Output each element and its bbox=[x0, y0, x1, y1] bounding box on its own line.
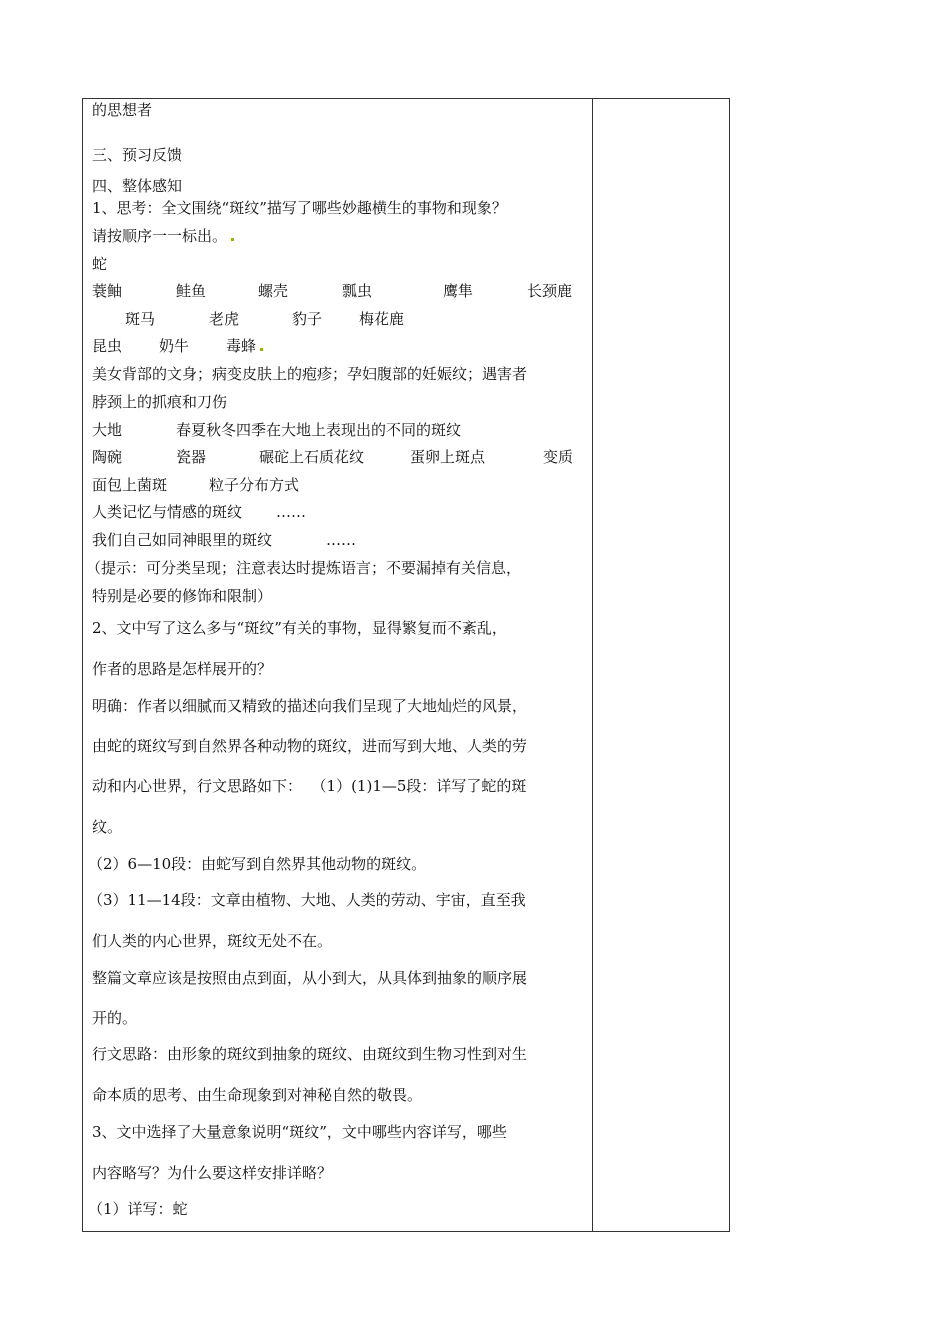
whole-line-1: 整篇文章应该是按照由点到面，从小到大，从具体到抽象的顺序展 bbox=[92, 969, 528, 987]
notes-column-divider bbox=[592, 98, 593, 1232]
memory-line: 人类记忆与情感的斑纹 bbox=[92, 503, 243, 521]
animal-item: 鲑鱼 bbox=[176, 282, 207, 300]
question-2-line-2: 作者的思路是怎样展开的？ bbox=[92, 660, 273, 678]
animal-item: 梅花鹿 bbox=[359, 310, 405, 328]
section-heading-preview: 三、预习反馈 bbox=[92, 146, 183, 164]
animal-item: 斑马 bbox=[125, 310, 156, 328]
animal-item: 鹰隼 bbox=[443, 282, 474, 300]
idea-line-2: 命本质的思考、由生命现象到对神秘自然的敬畏。 bbox=[92, 1086, 423, 1104]
object-item: 变质 bbox=[543, 448, 574, 466]
object-item: 蛋卵上斑点 bbox=[410, 448, 486, 466]
question-3-line-1: 3、文中选择了大量意象说明“斑纹”，文中哪些内容详写，哪些 bbox=[92, 1123, 507, 1141]
animal-item: 螺壳 bbox=[258, 282, 289, 300]
hint-line-1: （提示：可分类呈现；注意表达时提炼语言；不要漏掉有关信息， bbox=[86, 559, 522, 577]
earth-text: 春夏秋冬四季在大地上表现出的不同的斑纹 bbox=[176, 421, 462, 439]
question-1-line-2: 请按顺序一一标出。 bbox=[92, 226, 234, 246]
answer-line-2: 由蛇的斑纹写到自然界各种动物的斑纹，进而写到大地、人类的劳 bbox=[92, 737, 528, 755]
question-2-line-1: 2、文中写了这么多与“斑纹”有关的事物，显得繁复而不紊乱， bbox=[92, 619, 507, 637]
object-item: 碾砣上石质花纹 bbox=[259, 448, 365, 466]
part-2: （2）6—10段：由蛇写到自然界其他动物的斑纹。 bbox=[88, 855, 427, 873]
mark-dot bbox=[260, 348, 263, 351]
answer-line-1: 明确：作者以细腻而又精致的描述向我们呈现了大地灿烂的风景， bbox=[92, 697, 528, 715]
mark-dot bbox=[231, 238, 234, 241]
animal-item: 毒蜂 bbox=[226, 336, 263, 356]
part-3-line-1: （3）11—14段：文章由植物、大地、人类的劳动、宇宙，直至我 bbox=[88, 891, 526, 909]
animal-item: 豹子 bbox=[292, 310, 323, 328]
answer-line-4: 纹。 bbox=[92, 818, 123, 836]
object-item: 陶碗 bbox=[92, 448, 123, 466]
animal-item: 蓑鲉 bbox=[92, 282, 123, 300]
question-1-line-1: 1、思考：全文围绕“斑纹”描写了哪些妙趣横生的事物和现象？ bbox=[92, 199, 507, 217]
object-item: 瓷器 bbox=[176, 448, 207, 466]
god-ellipsis: …… bbox=[326, 531, 356, 549]
object-item: 粒子分布方式 bbox=[209, 476, 300, 494]
detail-line: （1）详写：蛇 bbox=[88, 1200, 188, 1218]
question-3-line-2: 内容略写？为什么要这样安排详略？ bbox=[92, 1164, 333, 1182]
item-snake: 蛇 bbox=[92, 255, 108, 273]
idea-line-1: 行文思路：由形象的斑纹到抽象的斑纹、由斑纹到生物习性到对生 bbox=[92, 1045, 528, 1063]
animal-item: 昆虫 bbox=[92, 337, 123, 355]
god-line: 我们自己如同神眼里的斑纹 bbox=[92, 531, 273, 549]
hint-line-2: 特别是必要的修饰和限制） bbox=[92, 587, 273, 605]
section-heading-overview: 四、整体感知 bbox=[92, 177, 183, 195]
human-marks-line-2: 脖颈上的抓痕和刀伤 bbox=[92, 393, 228, 411]
whole-line-2: 开的。 bbox=[92, 1009, 138, 1027]
animal-item: 奶牛 bbox=[159, 337, 190, 355]
human-marks-line-1: 美女背部的文身；病变皮肤上的疱疹；孕妇腹部的妊娠纹；遇害者 bbox=[92, 365, 528, 383]
animal-item: 老虎 bbox=[209, 310, 240, 328]
animal-item: 长颈鹿 bbox=[527, 282, 573, 300]
earth-label: 大地 bbox=[92, 421, 123, 439]
continued-text: 的思想者 bbox=[92, 101, 153, 119]
object-item: 面包上菌斑 bbox=[92, 476, 168, 494]
answer-line-3: 动和内心世界，行文思路如下： （1）(1)1—5段：详写了蛇的斑 bbox=[92, 777, 527, 795]
animal-item: 瓢虫 bbox=[342, 282, 373, 300]
memory-ellipsis: …… bbox=[276, 503, 306, 521]
part-3-line-2: 们人类的内心世界，斑纹无处不在。 bbox=[92, 932, 333, 950]
